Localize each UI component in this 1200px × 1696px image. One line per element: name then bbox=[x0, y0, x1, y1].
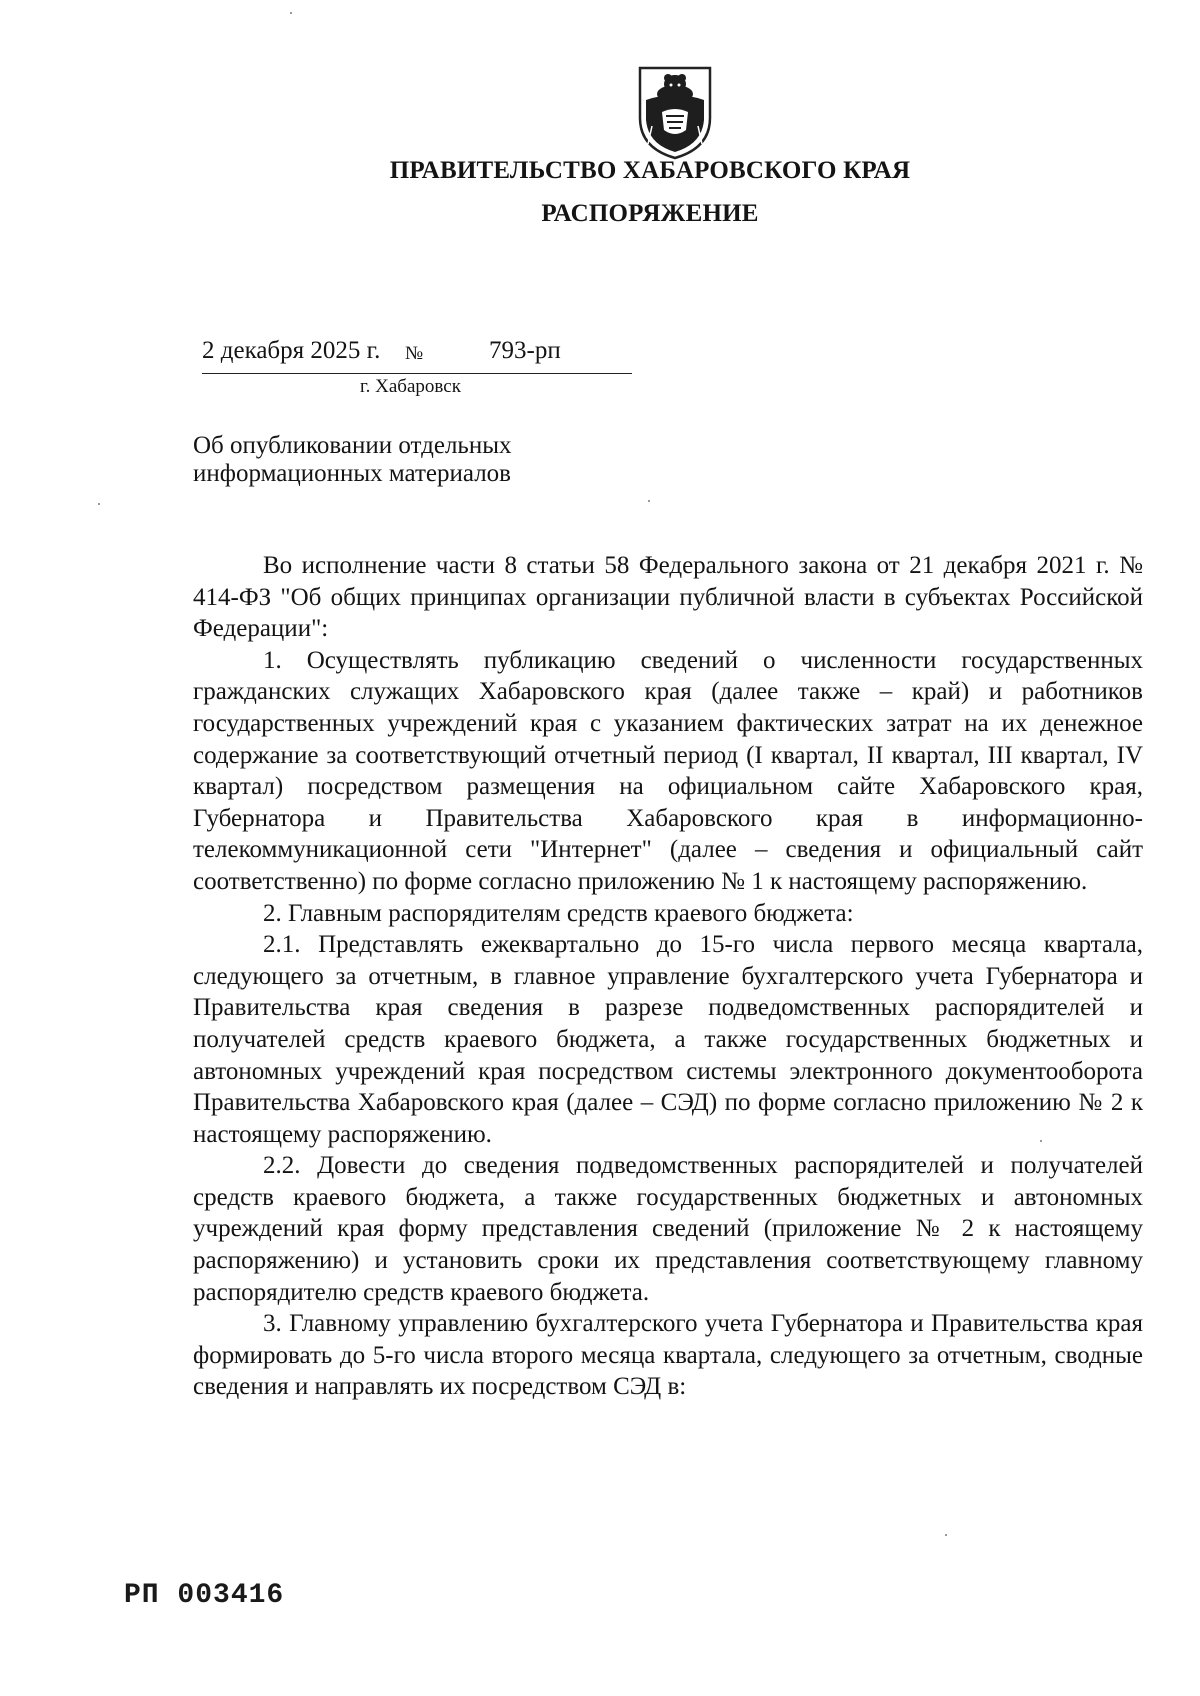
item-2-paragraph: 2. Главным распорядителям средств краевого бюджета: bbox=[263, 899, 854, 927]
document-city: г. Хабаровск bbox=[360, 376, 461, 397]
scan-speck bbox=[98, 503, 100, 505]
document-date: 2 декабря 2025 г. bbox=[202, 337, 381, 364]
preamble-paragraph: Во исполнение части 8 статьи 58 Федерального закона от 21 декабря 2021 г. № 414-ФЗ "Об общих принципах организации публичной власти в субъектах Российской Федерации": bbox=[193, 552, 1143, 643]
subject-line: информационных материалов bbox=[193, 460, 511, 487]
document-type-title: РАСПОРЯЖЕНИЕ bbox=[541, 200, 759, 227]
government-title: ПРАВИТЕЛЬСТВО ХАБАРОВСКОГО КРАЯ bbox=[389, 157, 911, 184]
scan-speck bbox=[290, 12, 292, 14]
scan-speck bbox=[648, 500, 650, 502]
item-1-paragraph: 1. Осуществлять публикацию сведений о численности государственных гражданских служащих Хабаровского края (далее также – край) и работников государственных учреждений края с указанием фактических затрат на их денежное содержание за соответствующий отчетный период (I квартал, II квартал, III квартал, IV квартал) посредством размещения на официальном сайте Хабаровского края, Губернатора и Правительства Хабаровского края в информационно-телекоммуникационной сети "Интернет" (далее – сведения и официальный сайт соответственно) по форме согласно приложению № 1 к настоящему распоряжению. bbox=[193, 646, 1143, 895]
document-number: 793-рп bbox=[489, 337, 561, 364]
number-sign: № bbox=[405, 343, 424, 364]
registration-block bbox=[202, 337, 632, 397]
item-2-1-paragraph: 2.1. Представлять ежеквартально до 15-го числа первого месяца квартала, следующего за отчетным, в главное управление бухгалтерского учета Губернатора и Правительства края сведения в разрезе подведомственных распорядителей и получателей средств краевого бюджета, а также государственных бюджетных и автономных учреждений края посредством системы электронного документооборота Правительства Хабаровского края (далее – СЭД) по форме согласно приложению № 2 к настоящему распоряжению. bbox=[193, 931, 1143, 1148]
item-3-paragraph: 3. Главному управлению бухгалтерского учета Губернатора и Правительства края формировать до 5-го числа второго месяца квартала, следующего за отчетным, сводные сведения и направлять их посредством СЭД в: bbox=[193, 1310, 1143, 1401]
document-body bbox=[193, 550, 1143, 1403]
scan-speck bbox=[945, 1534, 947, 1536]
scan-speck bbox=[1040, 1140, 1042, 1142]
item-2-2-paragraph: 2.2. Довести до сведения подведомственных распорядителей и получателей средств краевого бюджета, а также государственных бюджетных и автономных учреждений края форму представления сведений (приложение № 2 к настоящему распоряжению) и установить сроки их представления соответствующему главному распорядителю средств краевого бюджета. bbox=[193, 1152, 1143, 1306]
coat-of-arms-icon bbox=[632, 60, 718, 162]
document-subject bbox=[193, 432, 613, 488]
subject-line: Об опубликовании отдельных bbox=[193, 432, 512, 459]
registration-underline bbox=[202, 373, 632, 374]
serial-stamp: РП 003416 bbox=[124, 1580, 285, 1611]
